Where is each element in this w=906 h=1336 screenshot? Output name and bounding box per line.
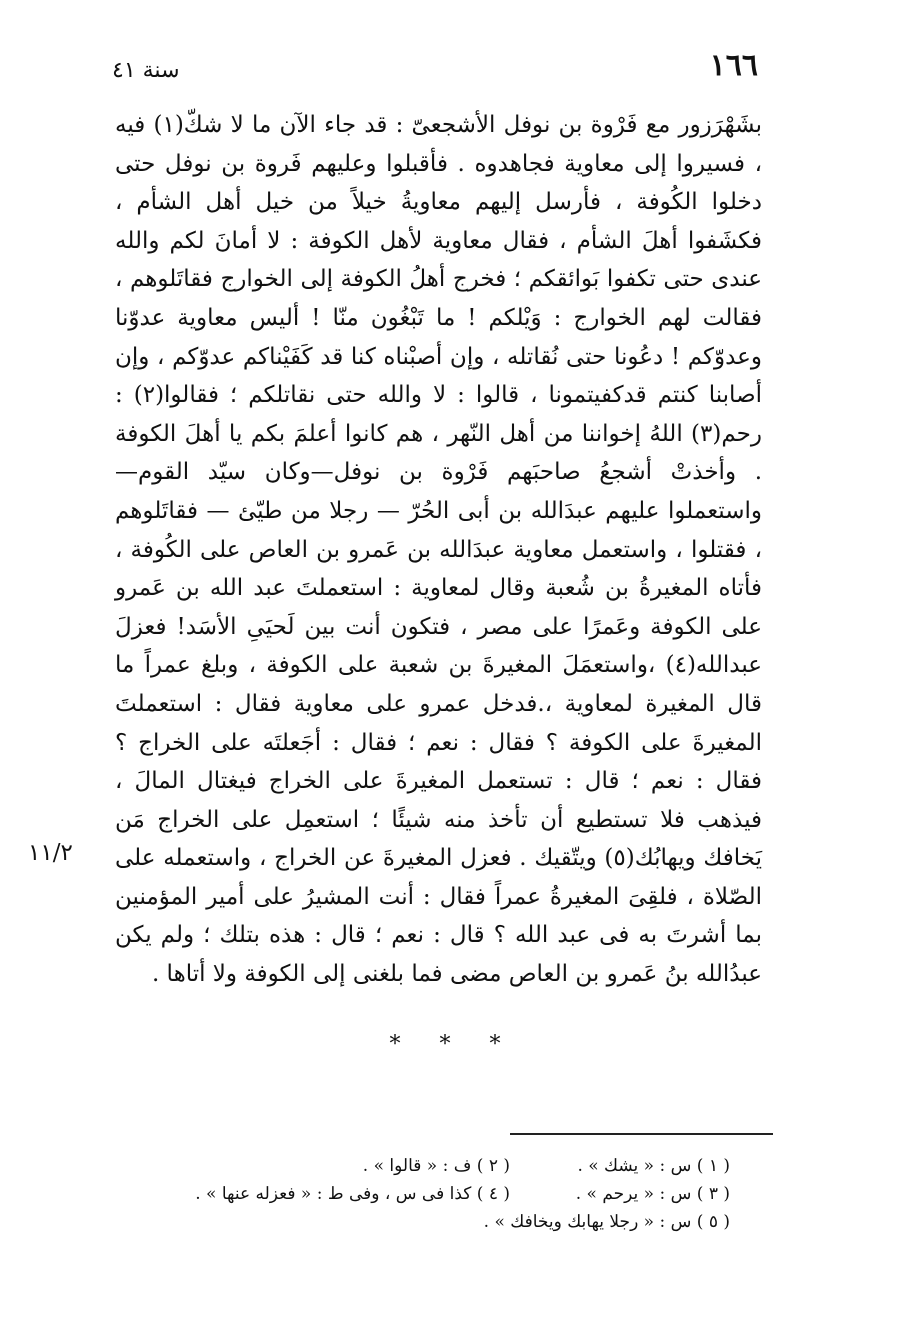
page-number: ١٦٦ [709, 48, 758, 83]
footnote-1: ( ١ ) س : « يشك » . [577, 1156, 730, 1176]
footnote-row [195, 1180, 730, 1208]
body-paragraph: بشَهْرَزور مع فَرْوة بن نوفل الأشجعىّ : قد جاء الآن ما لا شكّ(١) فيه ، فسيروا إلى معاوية فجاهدوه . فأقبلوا وعليهم فَروة بن نوفل حتى دخلوا الكُوفة ، فأرسل إليهم معاويةُ خيلاً من خيل أهل الشأم ، فكشَفوا أهلَ الشأم ، فقال معاوية لأهل الكوفة : لا أمانَ لكم والله عندى حتى تكفوا بَوائقكم ؛ فخرج أهلُ الكوفة إلى الخوارج فقاتَلوهم ، فقالت لهم الخوارج : وَيْلكم ! ما تَبْغُون منّا ! أليس معاوية عدوّنا وعدوّكم ! دعُونا حتى نُقاتله ، وإن أصبْناه كنا قد كَفَيْناكم عدوّكم ، وإن أصابنا كنتم قدكفيتمونا ، قالوا : لا والله حتى نقاتلكم ؛ فقالوا(٢) : رحم(٣) اللهُ إخواننا من أهل النّهر ، هم كانوا أعلمَ بكم يا أهلَ الكوفة . وأخذتْ أشجعُ صاحبَهم فَرْوة بن نوفل—وكان سيّد القوم— واستعملوا عليهم عبدَالله بن أبى الحُرّ — رجلا من طيّئ — فقاتَلوهم ، فقتلوا ، واستعمل معاوية عبدَالله بن عَمرو بن العاص على الكُوفة ، فأتاه المغيرةُ بن شُعبة وقال لمعاوية : استعملتَ عبد الله بن عَمرو على الكوفة وعَمرًا على مصر ، فتكون أنت بين لَحيَىِ الأسَد! فعزلَ عبدالله(٤) ،واستعمَلَ المغيرةَ بن شعبة على الكوفة ، وبلغ عمراً ما قال المغيرة لمعاوية ،.فدخل عمرو على معاوية فقال : استعملتَ المغيرةَ على الكوفة ؟ فقال : نعم ؛ فقال : أجَعلتَه على الخراج ؟ فقال : نعم ؛ قال : تستعمل المغيرةَ على الخراج فيغتال المالَ ، فيذهب فلا تستطيع أن تأخذ منه شيئًا ؛ استعمِل على الخراج مَن يَخافك ويهابُك(٥) ويتّقيك . فعزل المغيرةَ عن الخراج ، واستعمله على الصّلاة ، فلقِىَ المغيرةُ عمراً فقال : أنت المشيرُ على أمير المؤمنين بما أشرتَ به فى عبد الله ؟ قال : نعم ؛ قال : هذه بتلك ؛ ولم يكن عبدُالله بنُ عَمرو بن العاص مضى فما بلغنى إلى الكوفة ولا أتاها . [115, 112, 763, 988]
footnote-5: ( ٥ ) س : « رجلا يهابك ويخافك » . [483, 1212, 730, 1232]
footnote-row [290, 1152, 730, 1180]
footnote-4: ( ٤ ) كذا فى س ، وفى ط : « فعزله عنها » . [195, 1184, 510, 1204]
footnote-row [290, 1208, 730, 1236]
footnote-3: ( ٣ ) س : « يرحم » . [575, 1184, 730, 1204]
footnote-2: ( ٢ ) ف : « قالوا » . [362, 1156, 510, 1176]
running-header-year: سنة ٤١ [112, 58, 180, 83]
section-ornament: * * * [389, 1032, 517, 1057]
footnotes [195, 1152, 730, 1236]
margin-reference: ١١/٢ [28, 840, 73, 866]
footnote-divider [510, 1133, 773, 1135]
main-text-block [115, 106, 762, 994]
